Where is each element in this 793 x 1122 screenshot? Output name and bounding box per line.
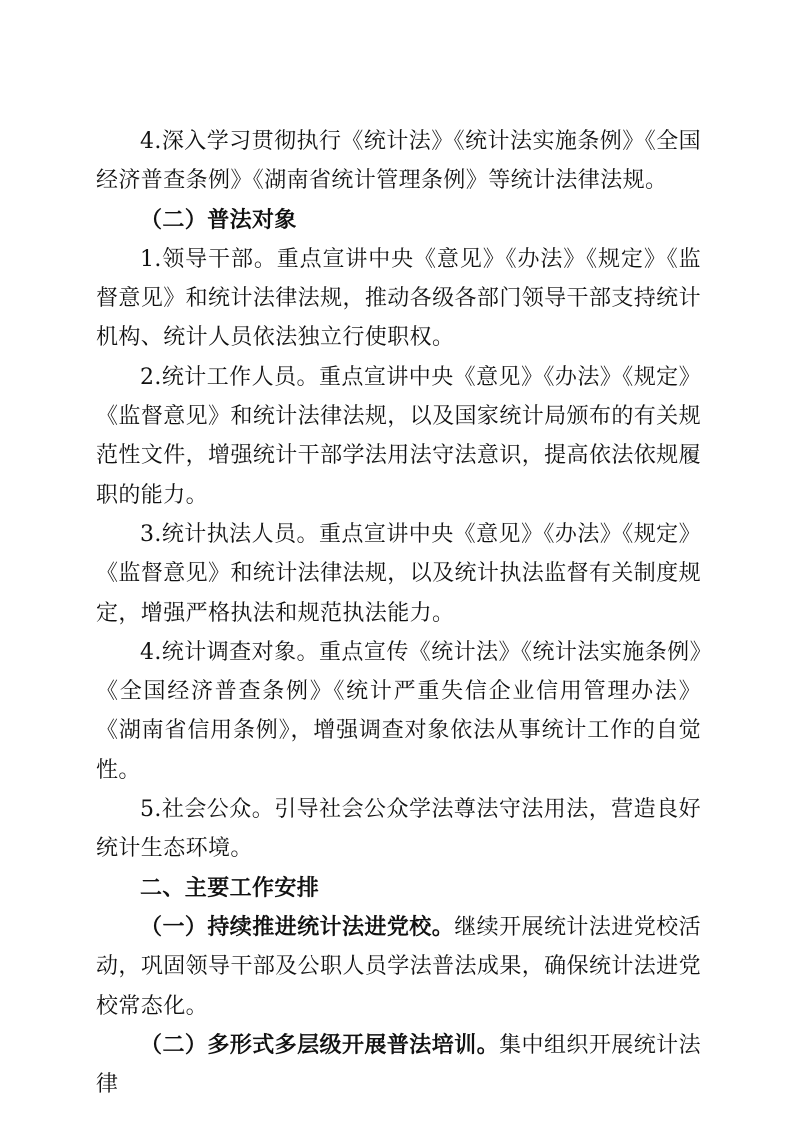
paragraph-training	[96, 1026, 701, 1105]
paragraph-lead: （一）持续推进统计法进党校。	[140, 913, 455, 940]
document-body	[96, 122, 701, 1104]
paragraph-study-laws: 4.深入学习贯彻执行《统计法》《统计法实施条例》《全国经济普查条例》《湖南省统计管理条例》等统计法律法规。	[96, 129, 701, 194]
paragraph-leaders: 1.领导干部。重点宣讲中央《意见》《办法》《规定》《监督意见》和统计法律法规，推动各级各部门领导干部支持统计机构、统计人员依法独立行使职权。	[96, 246, 701, 351]
section-heading-work-arrangements: 二、主要工作安排	[140, 875, 320, 901]
paragraph-text: 集中组织开展统计法律	[96, 1032, 701, 1098]
subheading-audience: （二）普法对象	[140, 206, 297, 233]
paragraph-statistics-staff: 2.统计工作人员。重点宣讲中央《意见》《办法》《规定》《监督意见》和统计法律法规，以及国家统计局颁布的有关规范性文件，增强统计干部学法用法守法意识，提高依法依规履职的能力。	[96, 364, 701, 508]
paragraph-lead: （二）多形式多层级开展普法培训。	[140, 1031, 500, 1058]
paragraph-text: 继续开展统计法进党校活动，巩固领导干部及公职人员学法普法成果，确保统计法进党校常态化。	[96, 914, 701, 1019]
paragraph-enforcement-staff: 3.统计执法人员。重点宣讲中央《意见》《办法》《规定》《监督意见》和统计法律法规，以及统计执法监督有关制度规定，增强严格执法和规范执法能力。	[96, 521, 701, 626]
paragraph-survey-subjects: 4.统计调查对象。重点宣传《统计法》《统计法实施条例》《全国经济普查条例》《统计严重失信企业信用管理办法》《湖南省信用条例》，增强调查对象依法从事统计工作的自觉性。	[96, 639, 701, 783]
paragraph-party-school	[96, 908, 701, 1026]
paragraph-public: 5.社会公众。引导社会公众学法尊法守法用法，营造良好统计生态环境。	[96, 797, 701, 862]
